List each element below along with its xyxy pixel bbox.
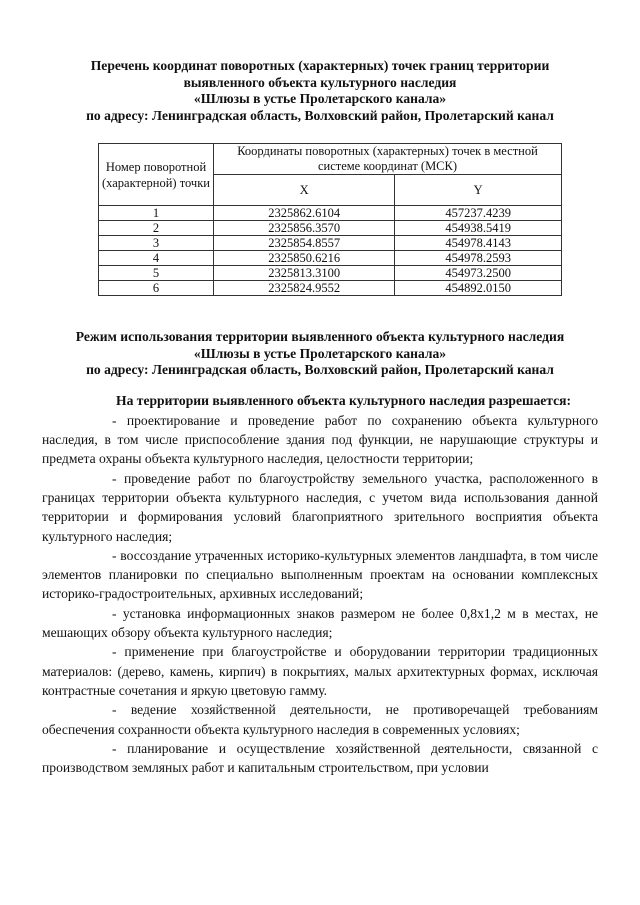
y-value: 454973.2500 [395, 266, 562, 281]
point-number: 5 [99, 266, 214, 281]
point-number: 3 [99, 236, 214, 251]
title-line-3: «Шлюзы в устье Пролетарского канала» [193, 91, 447, 106]
point-number: 6 [99, 281, 214, 296]
table-row [99, 221, 562, 236]
permitted-item: - планирование и осуществление хозяйственной деятельности, связанной с производством земляных работ и капитальным строительством, при условии [42, 740, 598, 776]
table-row [99, 281, 562, 296]
permitted-item: - применение при благоустройстве и оборудовании территории традиционных материалов: (дерево, камень, кирпич) в покрытиях, малых архитектурных формах, исключая контрастные сочетания и яркую цветовую гамму. [42, 644, 598, 698]
regime-title [42, 329, 598, 379]
regime-line-1: Режим использования территории выявленного объекта культурного наследия [75, 329, 565, 344]
permitted-item: - проведение работ по благоустройству земельного участка, расположенного в границах территории объекта культурного наследия, с учетом вида использования данной территории и формирования условий благоприятного зрительного восприятия объекта культурного наследия; [42, 470, 598, 544]
regime-line-3: по адресу: Ленинградская область, Волховский район, Пролетарский канал [86, 362, 554, 377]
permitted-item: - ведение хозяйственной деятельности, не противоречащей требованиям обеспечения сохранности объекта культурного наследия в современных условиях; [42, 702, 598, 737]
table-row [99, 236, 562, 251]
x-value: 2325824.9552 [214, 281, 395, 296]
y-value: 454892.0150 [395, 281, 562, 296]
regime-body [42, 391, 598, 778]
permitted-item: - проектирование и проведение работ по сохранению объекта культурного наследия, в том числе приспособление здания под функции, не нарушающие структуры и предмета охраны объекта культурного наследия, целостности территории; [42, 412, 598, 467]
point-number-header: Номер поворотной (характерной) точки [99, 144, 214, 206]
title-line-1: Перечень координат поворотных (характерных) точек границ территории [90, 58, 550, 73]
point-number: 1 [99, 206, 214, 221]
y-value: 454938.5419 [395, 221, 562, 236]
title-line-2: выявленного объекта культурного наследия [183, 74, 457, 90]
table-row [99, 266, 562, 281]
table-row [99, 206, 562, 221]
x-value: 2325813.3100 [214, 266, 395, 281]
coordinates-table [98, 143, 562, 296]
regime-line-2: «Шлюзы в устье Пролетарского канала» [193, 345, 447, 361]
permitted-item: - установка информационных знаков размером не более 0,8х1,2 м в местах, не мешающих обзору объекта культурного наследия; [42, 605, 598, 641]
y-column-header: Y [395, 175, 562, 206]
coordinates-header: Координаты поворотных (характерных) точек в местной системе координат (МСК) [214, 144, 562, 175]
x-value: 2325854.8557 [214, 236, 395, 251]
table-row [99, 251, 562, 266]
y-value: 454978.4143 [395, 236, 562, 251]
coordinates-title [42, 58, 598, 124]
permitted-item: - воссоздание утраченных историко-культурных элементов ландшафта, в том числе элементов планировки по специально выполненным проектам на основании комплексных историко-градостроительных, архивных исследований; [42, 547, 598, 602]
y-value: 457237.4239 [395, 206, 562, 221]
x-value: 2325850.6216 [214, 251, 395, 266]
point-number: 4 [99, 251, 214, 266]
point-number: 2 [99, 221, 214, 236]
x-column-header: X [214, 175, 395, 206]
y-value: 454978.2593 [395, 251, 562, 266]
x-value: 2325862.6104 [214, 206, 395, 221]
permitted-heading: На территории выявленного объекта культурного наследия разрешается: [116, 392, 572, 408]
x-value: 2325856.3570 [214, 221, 395, 236]
title-line-4: по адресу: Ленинградская область, Волховский район, Пролетарский канал [86, 107, 554, 123]
